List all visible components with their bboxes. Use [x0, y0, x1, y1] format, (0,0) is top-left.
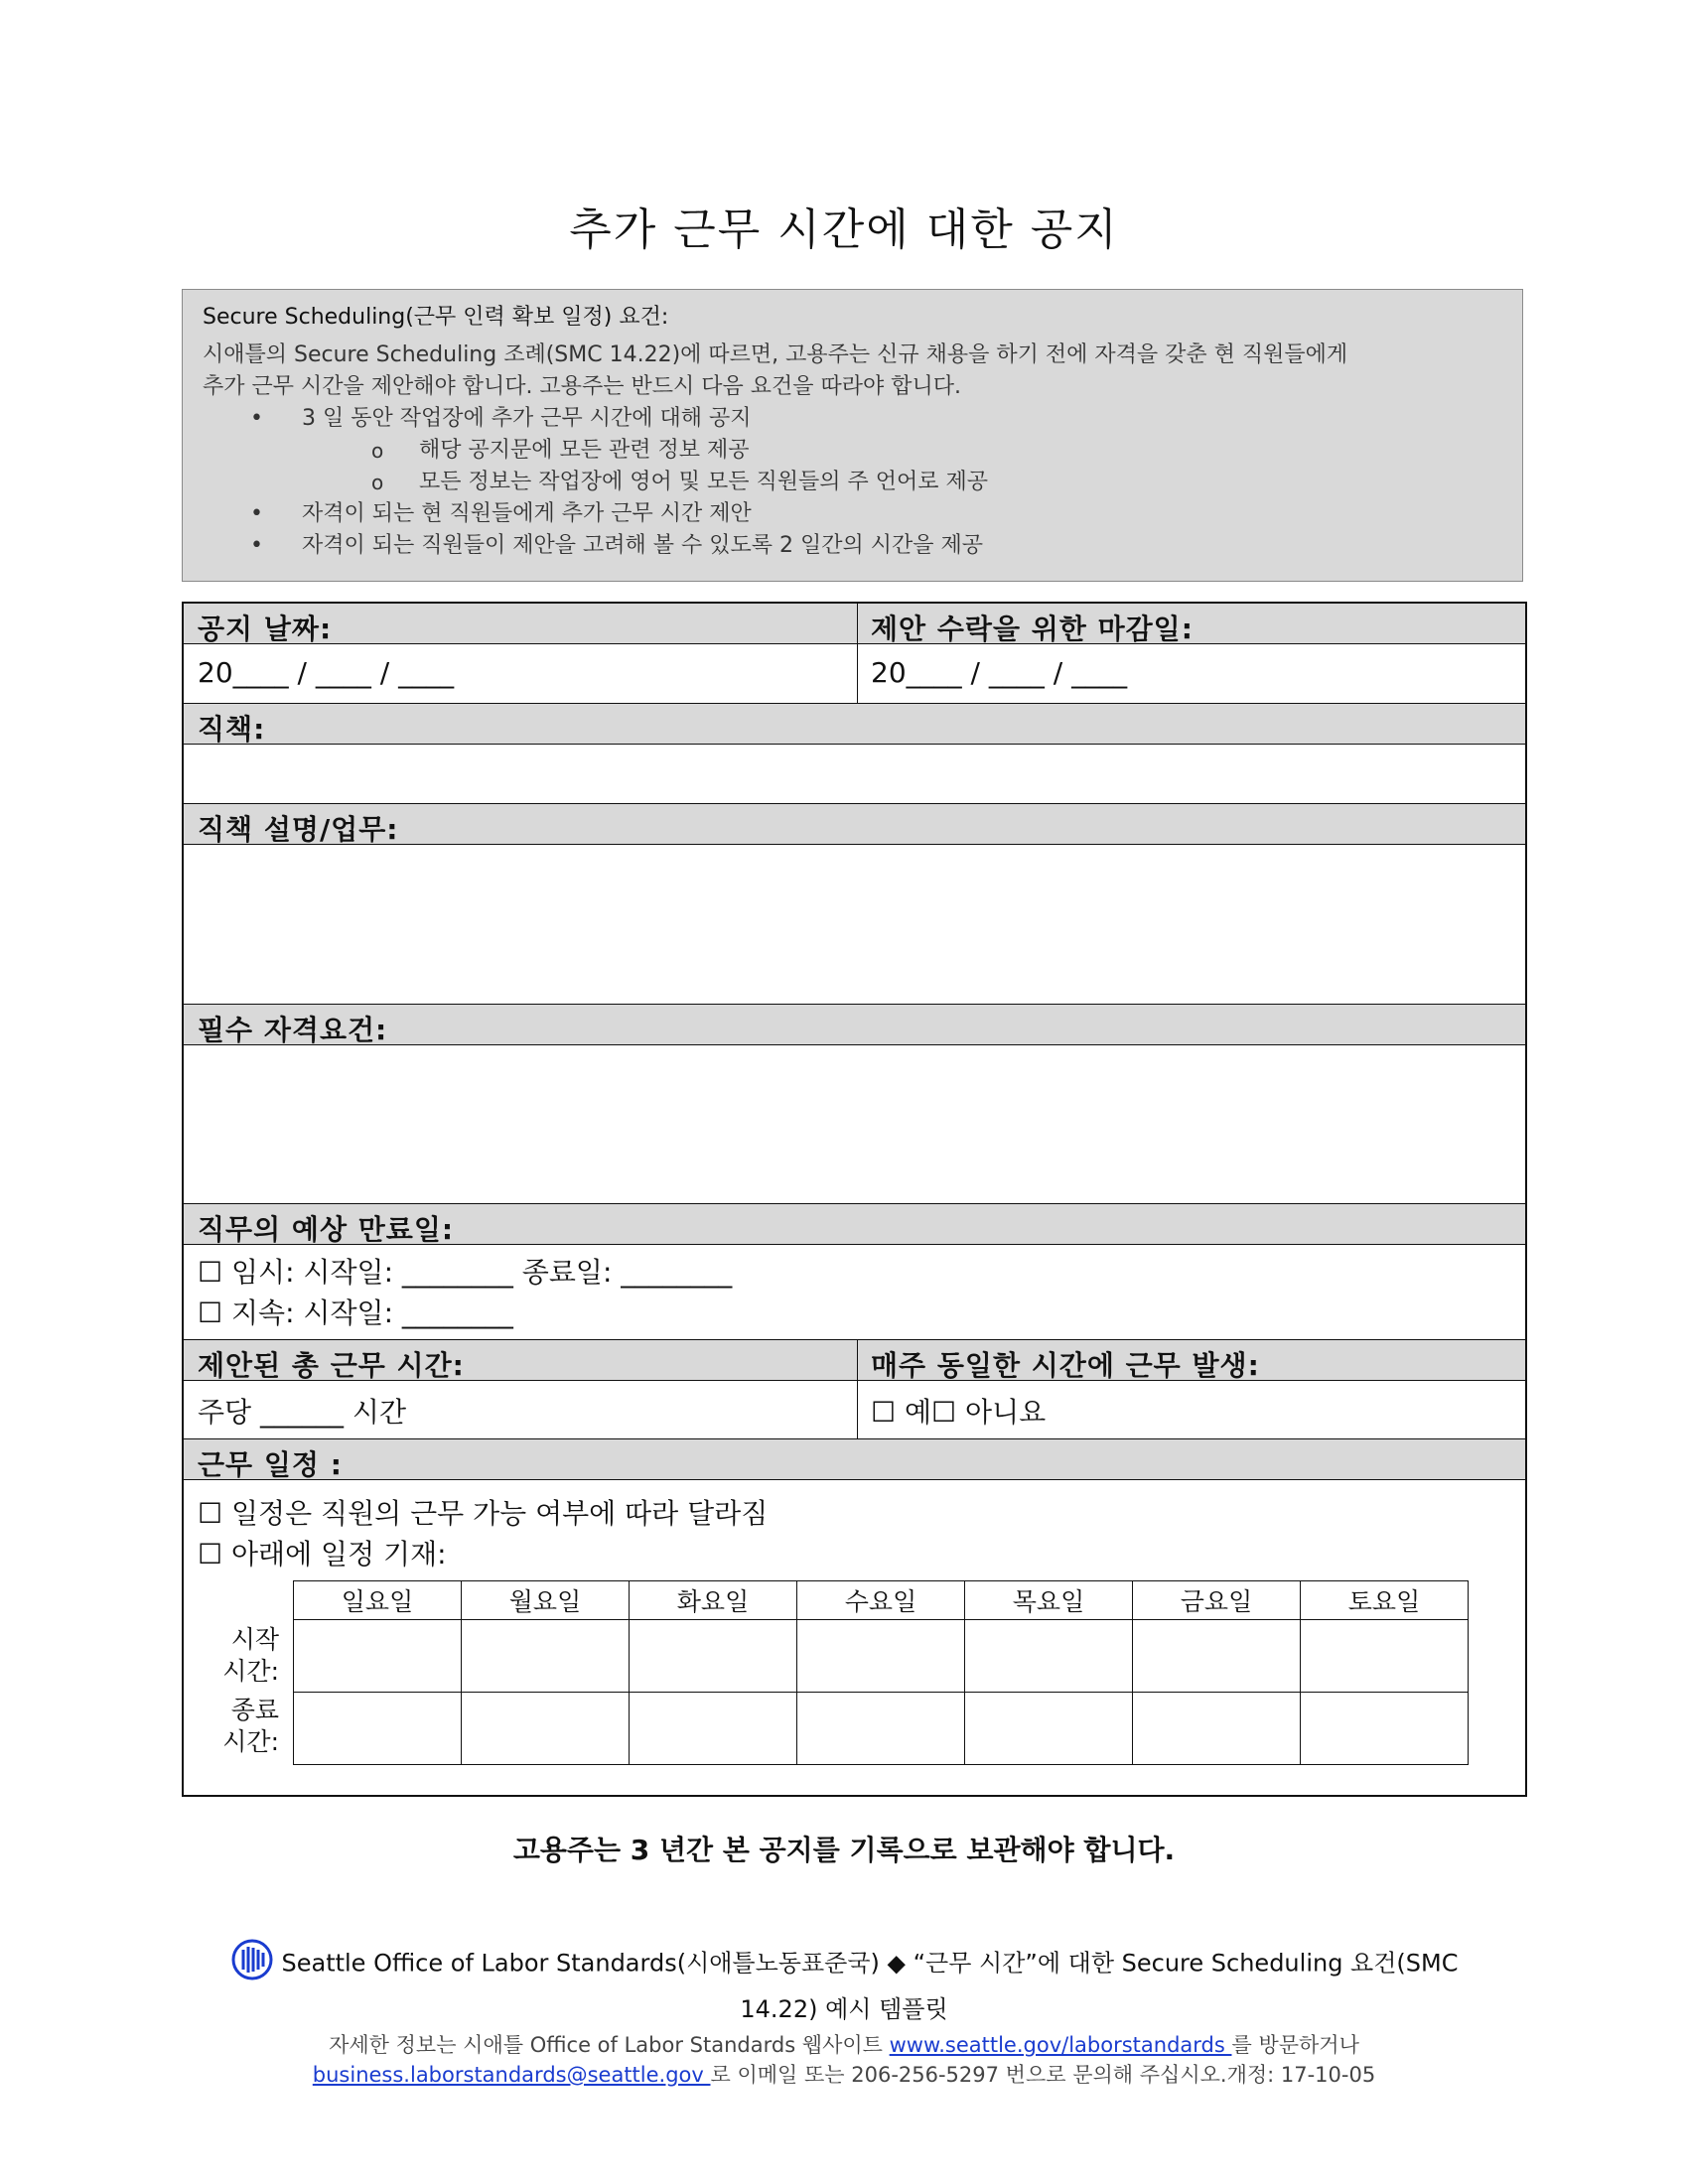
page-title: 추가 근무 시간에 대한 공지 — [569, 205, 1119, 255]
date-value-row — [184, 644, 1525, 704]
qualifications-header-row — [184, 1005, 1525, 1045]
requirement-bullet: • 자격이 되는 직원들이 제안을 고려해 볼 수 있도록 2 일간의 시간을 제공 — [250, 533, 983, 558]
total-hours-field[interactable]: 주당 ______ 시간 — [198, 1396, 406, 1429]
start-time-cell[interactable] — [1301, 1620, 1469, 1693]
date-header-row — [184, 604, 1525, 644]
day-header: 목요일 — [965, 1581, 1133, 1620]
position-label: 직책: — [198, 713, 266, 746]
end-time-label: 종료 시간: — [222, 1696, 279, 1756]
schedule-option-variable[interactable]: ☐ 일정은 직원의 근무 가능 여부에 따라 달라짐 — [198, 1497, 769, 1530]
hours-value-row — [184, 1381, 1525, 1439]
day-header: 일요일 — [294, 1581, 462, 1620]
schedule-label: 근무 일정 : — [198, 1448, 343, 1481]
end-time-cell[interactable] — [1301, 1693, 1469, 1765]
day-header: 토요일 — [1301, 1581, 1469, 1620]
start-time-cell[interactable] — [1133, 1620, 1301, 1693]
weekly-schedule-table — [293, 1580, 1469, 1765]
end-time-cell[interactable] — [965, 1693, 1133, 1765]
footer — [0, 1936, 1688, 2090]
website-link[interactable]: www.seattle.gov/laborstandards — [889, 2033, 1232, 2057]
same-hours-checkboxes[interactable]: ☐ 예☐ 아니요 — [871, 1396, 1047, 1429]
qualifications-field[interactable] — [184, 1045, 1525, 1204]
end-time-row — [294, 1693, 1469, 1765]
office-line2: 14.22) 예시 템플릿 — [740, 1995, 948, 2023]
start-time-cell[interactable] — [294, 1620, 462, 1693]
notice-date-field[interactable]: 20____ / ____ / ____ — [198, 656, 455, 689]
start-time-row — [294, 1620, 1469, 1693]
schedule-day-header — [294, 1581, 1469, 1620]
total-hours-label: 제안된 총 근무 시간: — [198, 1349, 465, 1382]
schedule-option-listed[interactable]: ☐ 아래에 일정 기재: — [198, 1538, 447, 1570]
notice-date-label: 공지 날짜: — [198, 613, 333, 645]
column-divider — [857, 1340, 858, 1439]
requirements-intro-line1: 시애틀의 Secure Scheduling 조례(SMC 14.22)에 따르면, 고용주는 신규 채용을 하기 전에 자격을 갖춘 현 직원들에게 — [203, 342, 1348, 367]
start-time-cell[interactable] — [965, 1620, 1133, 1693]
day-header: 화요일 — [630, 1581, 797, 1620]
duties-label: 직책 설명/업무: — [198, 813, 399, 846]
requirements-box — [182, 289, 1523, 582]
end-time-cell[interactable] — [630, 1693, 797, 1765]
deadline-label: 제안 수락을 위한 마감일: — [871, 613, 1194, 645]
day-header: 월요일 — [462, 1581, 630, 1620]
end-time-cell[interactable] — [1133, 1693, 1301, 1765]
end-time-cell[interactable] — [462, 1693, 630, 1765]
start-time-cell[interactable] — [630, 1620, 797, 1693]
deadline-field[interactable]: 20____ / ____ / ____ — [871, 656, 1128, 689]
end-date-header-row — [184, 1204, 1525, 1245]
retention-notice: 고용주는 3 년간 본 공지를 기록으로 보관해야 합니다. — [512, 1834, 1176, 1866]
requirement-sub-bullet: o 모든 정보는 작업장에 영어 및 모든 직원들의 주 언어로 제공 — [371, 470, 988, 494]
start-time-label: 시작 시간: — [222, 1625, 279, 1686]
duties-field[interactable] — [184, 845, 1525, 1005]
column-divider — [857, 604, 858, 704]
notice-form — [182, 602, 1527, 1797]
seattle-logo-icon — [229, 1936, 275, 1992]
same-hours-label: 매주 동일한 시간에 근무 발생: — [871, 1349, 1260, 1382]
start-time-cell[interactable] — [797, 1620, 965, 1693]
requirements-intro-line2: 추가 근무 시간을 제안해야 합니다. 고용주는 반드시 다음 요건을 따라야 합니다. — [203, 374, 961, 399]
office-line — [0, 1936, 1688, 1992]
end-time-cell[interactable] — [294, 1693, 462, 1765]
office-line1: Seattle Office of Labor Standards(시애틀노동표준국) ◆ “근무 시간”에 대한 Secure Scheduling 요건(SMC — [281, 1949, 1459, 1978]
email-link[interactable]: business.laborstandards@seattle.gov — [312, 2063, 711, 2087]
hours-header-row — [184, 1340, 1525, 1381]
permanent-option[interactable]: ☐ 지속: 시작일: ________ — [198, 1297, 513, 1329]
day-header: 수요일 — [797, 1581, 965, 1620]
end-date-label: 직무의 예상 만료일: — [198, 1213, 455, 1246]
requirement-bullet: • 3 일 동안 작업장에 추가 근무 시간에 대해 공지 — [250, 406, 752, 431]
more-info: 자세한 정보는 시애틀 Office of Labor Standards 웹사이트 www.seattle.gov/laborstandards 를 방문하거나 business.laborstandards@seattle.gov 로 이메일 또는 206-256-5297 번으로 문의해 주십시오.개정: 17-10-05 — [312, 2033, 1376, 2087]
start-time-cell[interactable] — [462, 1620, 630, 1693]
position-header-row — [184, 704, 1525, 745]
position-field[interactable] — [184, 745, 1525, 804]
duties-header-row — [184, 804, 1525, 845]
day-header: 금요일 — [1133, 1581, 1301, 1620]
end-time-cell[interactable] — [797, 1693, 965, 1765]
requirement-bullet: • 자격이 되는 현 직원들에게 추가 근무 시간 제안 — [250, 501, 752, 526]
requirement-sub-bullet: o 해당 공지문에 모든 관련 정보 제공 — [371, 438, 750, 463]
schedule-header-row — [184, 1439, 1525, 1480]
requirements-heading: Secure Scheduling(근무 인력 확보 일정) 요건: — [203, 305, 669, 330]
qualifications-label: 필수 자격요건: — [198, 1014, 388, 1046]
end-date-options — [184, 1245, 1525, 1340]
temporary-option[interactable]: ☐ 임시: 시작일: ________ 종료일: ________ — [198, 1256, 733, 1289]
